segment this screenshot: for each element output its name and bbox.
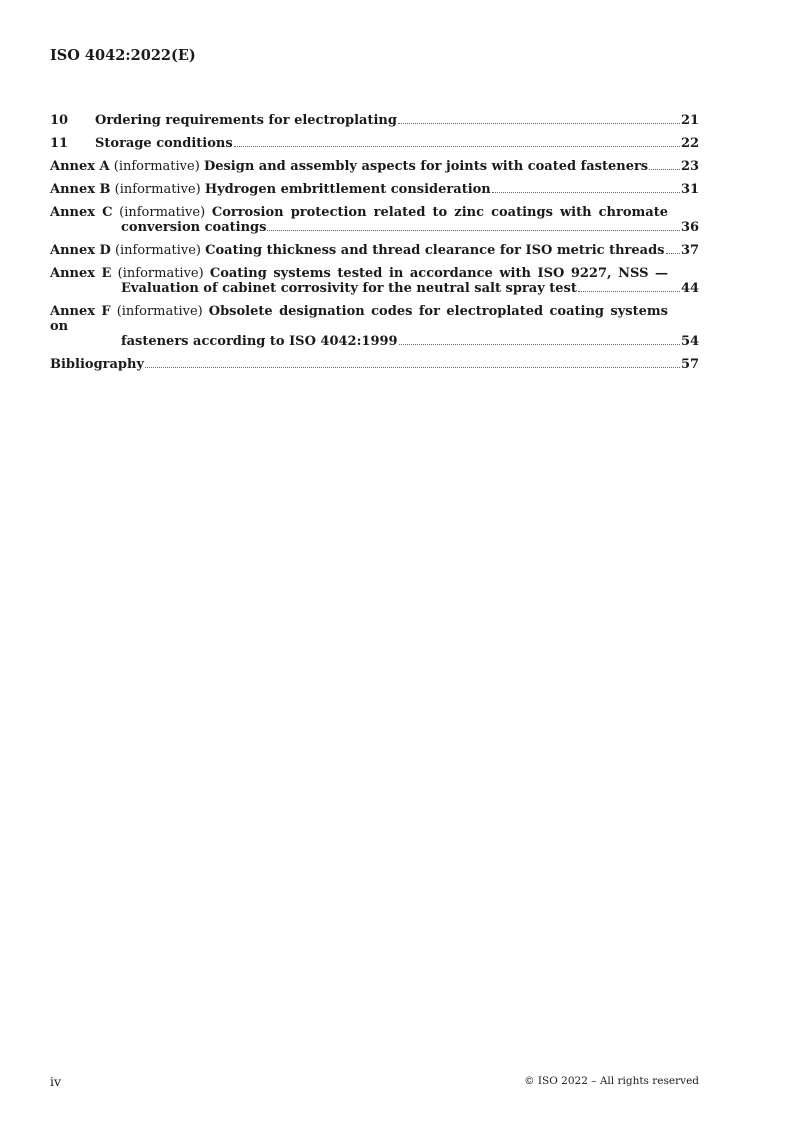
- annex-qualifier: (informative): [114, 243, 201, 258]
- toc-entry-title-line1: Corrosion protection related to zinc coatings with chromate: [211, 205, 668, 220]
- toc-entry-title: Storage conditions: [95, 136, 233, 151]
- dot-leader: [399, 344, 680, 345]
- annex-label: Annex A: [50, 159, 110, 174]
- dot-leader: [267, 230, 680, 231]
- toc-entry-page: 36: [681, 220, 700, 235]
- annex-label: Annex F: [50, 304, 111, 319]
- annex-label: Annex C: [50, 205, 113, 220]
- annex-label: Annex D: [50, 243, 111, 258]
- dot-leader: [578, 291, 680, 292]
- toc-entry-10[interactable]: [50, 113, 699, 128]
- toc-entry-annex-c[interactable]: [50, 205, 699, 235]
- toc-entry-page: 37: [681, 243, 700, 258]
- annex-qualifier: (informative): [117, 266, 204, 281]
- toc-entry-annex-b[interactable]: [50, 182, 699, 197]
- document-id-header: ISO 4042:2022(E): [50, 47, 196, 64]
- annex-label: Annex B: [50, 182, 111, 197]
- annex-qualifier: (informative): [114, 182, 201, 197]
- toc-entry-page: 54: [681, 334, 700, 349]
- annex-label: Annex E: [50, 266, 112, 281]
- toc-entry-number: 10: [50, 113, 69, 128]
- dot-leader: [145, 367, 680, 368]
- toc-entry-11[interactable]: [50, 136, 699, 151]
- toc-entry-page: 57: [681, 357, 700, 372]
- toc-entry-title-line1: Coating systems tested in accordance with ISO 9227, NSS —: [209, 266, 669, 281]
- toc-entry-page: 21: [681, 113, 700, 128]
- toc-entry-page: 22: [681, 136, 700, 151]
- dot-leader: [666, 253, 681, 254]
- toc-entry-title-line2: conversion coatings: [121, 220, 267, 235]
- toc-entry-title: Bibliography: [50, 357, 145, 372]
- dot-leader: [234, 146, 680, 147]
- dot-leader: [398, 123, 680, 124]
- toc-entry-annex-d[interactable]: [50, 243, 699, 258]
- toc-entry-title: Ordering requirements for electroplating: [95, 113, 397, 128]
- dot-leader: [492, 192, 680, 193]
- toc-entry-page: 23: [681, 159, 700, 174]
- dot-leader: [649, 169, 680, 170]
- table-of-contents: [50, 113, 699, 380]
- toc-entry-title: Design and assembly aspects for joints with coated fasteners: [203, 159, 649, 174]
- toc-entry-title: Hydrogen embrittlement consideration: [204, 182, 491, 197]
- toc-entry-page: 31: [681, 182, 700, 197]
- toc-entry-annex-a[interactable]: [50, 159, 699, 174]
- annex-qualifier: (informative): [119, 205, 206, 220]
- annex-qualifier: (informative): [113, 159, 200, 174]
- toc-entry-title-line1: Obsolete designation codes for electroplated coating systems on: [50, 304, 668, 334]
- toc-entry-title-line2: Evaluation of cabinet corrosivity for the neutral salt spray test: [121, 281, 577, 296]
- toc-entry-annex-f[interactable]: [50, 304, 699, 349]
- copyright-notice: © ISO 2022 – All rights reserved: [524, 1075, 699, 1087]
- toc-entry-title: Coating thickness and thread clearance for ISO metric threads: [205, 243, 665, 258]
- page-number: iv: [50, 1074, 62, 1089]
- toc-entry-annex-e[interactable]: [50, 266, 699, 296]
- toc-entry-page: 44: [681, 281, 700, 296]
- toc-entry-bibliography[interactable]: [50, 357, 699, 372]
- toc-entry-number: 11: [50, 136, 69, 151]
- toc-entry-title-line2: fasteners according to ISO 4042:1999: [121, 334, 398, 349]
- annex-qualifier: (informative): [116, 304, 203, 319]
